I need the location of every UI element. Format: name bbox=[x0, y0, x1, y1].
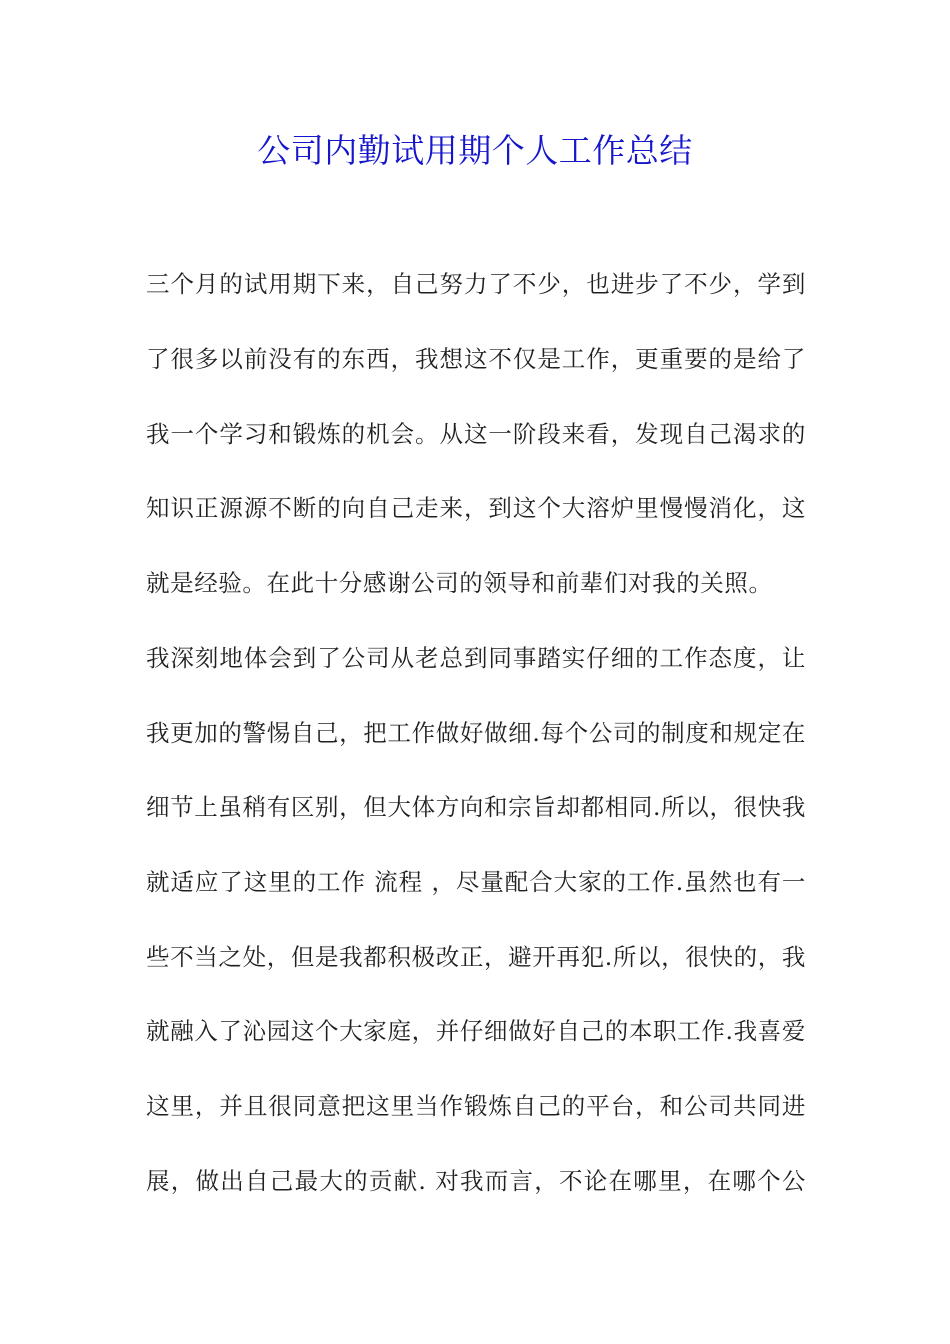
body-line: 我更加的警惕自己，把工作做好做细.每个公司的制度和规定在 bbox=[146, 719, 806, 747]
body-line: 细节上虽稍有区别，但大体方向和宗旨却都相同.所以，很快我 bbox=[146, 793, 806, 821]
body-line: 就是经验。在此十分感谢公司的领导和前辈们对我的关照。 bbox=[146, 569, 773, 597]
body-line: 了很多以前没有的东西，我想这不仅是工作，更重要的是给了 bbox=[146, 345, 806, 373]
body-line: 这里，并且很同意把这里当作锻炼自己的平台，和公司共同进 bbox=[146, 1092, 806, 1120]
body-line: 就适应了这里的工作 流程 ，尽量配合大家的工作.虽然也有一 bbox=[146, 868, 806, 896]
body-line: 就融入了沁园这个大家庭，并仔细做好自己的本职工作.我喜爱 bbox=[146, 1017, 806, 1045]
body-line: 些不当之处，但是我都积极改正，避开再犯.所以，很快的，我 bbox=[146, 943, 806, 971]
body-line: 展，做出自己最大的贡献. 对我而言，不论在哪里，在哪个公 bbox=[146, 1167, 806, 1195]
body-line: 我一个学习和锻炼的机会。从这一阶段来看，发现自己渴求的 bbox=[146, 420, 806, 448]
document-title: 公司内勤试用期个人工作总结 bbox=[257, 131, 693, 170]
body-line: 我深刻地体会到了公司从老总到同事踏实仔细的工作态度，让 bbox=[146, 644, 806, 672]
body-line: 知识正源源不断的向自己走来，到这个大溶炉里慢慢消化，这 bbox=[146, 494, 806, 522]
body-line: 三个月的试用期下来，自己努力了不少，也进步了不少，学到 bbox=[146, 270, 806, 298]
